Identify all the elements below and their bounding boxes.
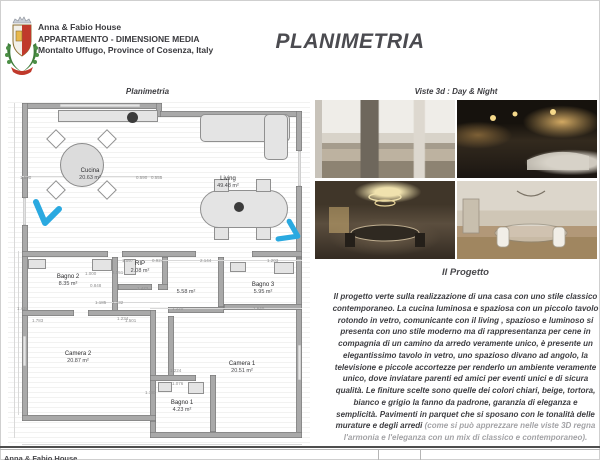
day-dining-render: [457, 181, 597, 259]
room-label: [48, 351, 108, 365]
plan-furniture: [58, 110, 158, 122]
sofa-silhouette: [457, 100, 597, 178]
plan-section-label: Planimetria: [125, 87, 170, 96]
room-label: [152, 400, 212, 414]
dimension-label: 1.640: [253, 306, 265, 311]
plan-furniture: [97, 180, 117, 200]
room-area: 20.87 m²: [67, 358, 89, 364]
plan-wall: [218, 257, 224, 307]
plan-furniture: [28, 259, 46, 269]
dimension-line: [14, 103, 15, 438]
footer-rule-thin: [0, 449, 600, 450]
plan-wall: [252, 251, 302, 257]
dimension-label: 0.590: [136, 175, 148, 180]
footer-cell-divider: [420, 449, 421, 460]
dimension-label: 1.076: [172, 381, 184, 386]
dimension-label: 2.051: [112, 270, 124, 275]
night-living-render: [457, 100, 597, 178]
dimension-label: 1.220: [172, 306, 184, 311]
project-owner: Anna & Fabio House: [38, 22, 122, 32]
project-description: [332, 291, 599, 444]
dimension-label: 1.000: [85, 271, 97, 276]
dimension-label: 1.224: [170, 368, 182, 373]
plan-furniture: [200, 190, 288, 228]
table-centerpiece: [234, 202, 244, 212]
room-label: [110, 261, 170, 275]
night-dining-render: [315, 181, 455, 259]
plan-wall: [122, 251, 196, 257]
plan-window: [298, 151, 301, 186]
camera-direction-arrow: [32, 196, 62, 228]
dimension-label: 0.555: [151, 175, 163, 180]
dimension-line: [22, 444, 302, 445]
room-area: 49.48 m²: [217, 183, 239, 189]
plan-furniture: [214, 227, 229, 240]
room-area: 5.95 m²: [253, 289, 273, 295]
plan-furniture: [256, 227, 271, 240]
room-area: 20.51 m²: [231, 368, 253, 374]
room-label: [198, 176, 258, 190]
dimension-label: 1.187: [145, 390, 157, 395]
plan-furniture: [46, 129, 66, 149]
project-description-note: (come si può apprezzare nelle viste 3D regna l'armonia e l'eleganza con un mix di classico e contemporaneo).: [343, 421, 596, 442]
dimension-label: 1.203: [267, 258, 279, 263]
room-area: 5.58 m²: [176, 289, 196, 295]
dimension-label: 1.501: [125, 318, 137, 323]
plan-window: [298, 345, 301, 380]
room-area: 20.63 m²: [79, 175, 101, 181]
room-name: Bagno 1: [170, 400, 194, 406]
room-area: 4.23 m²: [172, 407, 192, 413]
plan-furniture: [230, 262, 246, 272]
plan-window: [23, 336, 26, 366]
project-type: APPARTAMENTO - DIMENSIONE MEDIA: [38, 33, 200, 44]
room-label: [156, 289, 216, 303]
project-section-heading: Il Progetto: [442, 267, 489, 278]
plan-wall: [296, 111, 302, 151]
room-name: Bagno 2: [56, 274, 80, 280]
room-label: [38, 274, 98, 288]
room-name: Cucina: [80, 168, 100, 174]
dimension-label: 1.590: [20, 175, 32, 180]
footer-owner-text: Anna & Fabio House: [4, 454, 78, 460]
plan-wall: [22, 103, 28, 198]
project-description-main: Il progetto verte sulla realizzazione di una casa con uno stile classico contemporaneo. La cucina luminosa e spaziosa con un piccolo tavolo rotondo in vetro, comunicante con il living , spazioso e luminoso si presenta con uno stile moderno ma di rappresentanza per cene in compagnia di un camino da arredo veramente unico, è presente un elegantissimo tavolo in vetro, uno spazioso divano ad angolo, la televisione e piccole accortezze per renderlo un ambiente veramente unico, dove inviatare parenti ed amici per eventi unici e di sicura qualità. Le finiture scelte sono quelle dei colori chiari, beige, tortora, bianco e grigio la fanno da padrone, garanzia di eleganza e semplicità. Pavimenti in parquet che si sposano con le tonalità delle murature e degli arredi: [332, 292, 599, 431]
room-label: [233, 282, 293, 296]
dimension-label: 1.424: [17, 306, 29, 311]
plan-furniture: [256, 179, 271, 192]
dimension-line: [18, 251, 19, 415]
dimension-label: 0.924: [152, 258, 164, 263]
day-hallway-render: [315, 100, 455, 178]
dimension-label: 0.848: [90, 283, 102, 288]
dimension-label: 1.783: [32, 318, 44, 323]
plan-window: [23, 198, 26, 225]
room-label: [212, 361, 272, 375]
room-name: Camera 1: [228, 361, 256, 367]
dimension-label: 1.234: [117, 316, 129, 321]
room-label: [60, 168, 120, 182]
plan-wall: [150, 432, 302, 438]
room-area: 2.08 m²: [130, 268, 150, 274]
project-location: Montalto Uffugo, Province of Cosenza, Italy: [38, 45, 214, 55]
footer-cell-divider: [378, 449, 379, 460]
glass-table-and-chairs: [457, 181, 597, 259]
plan-furniture: [97, 129, 117, 149]
plan-furniture: [264, 114, 288, 160]
dimension-label: 1.097: [122, 258, 134, 263]
dimension-label: 1.185: [95, 300, 107, 305]
floor-plan: [8, 98, 310, 446]
room-name: Living: [220, 176, 236, 182]
room-name: RIP: [134, 261, 145, 267]
chandelier-and-table: [315, 181, 455, 259]
page-title: PLANIMETRIA: [275, 30, 425, 53]
views-section-label: Viste 3d : Day & Night: [414, 87, 498, 96]
room-area: 8.35 m²: [58, 281, 78, 287]
kitchen-hob: [127, 112, 138, 123]
footer-rule: [0, 446, 600, 448]
room-name: Bagno 3: [251, 282, 275, 288]
plan-window: [60, 104, 140, 107]
plan-furniture: [92, 259, 112, 271]
dimension-label: 1.473: [137, 286, 149, 291]
plan-wall: [22, 251, 108, 257]
dimension-label: 2.144: [200, 258, 212, 263]
room-name: Camera 2: [64, 351, 92, 357]
dimension-label: 1.332: [112, 300, 124, 305]
plan-wall: [22, 415, 156, 421]
